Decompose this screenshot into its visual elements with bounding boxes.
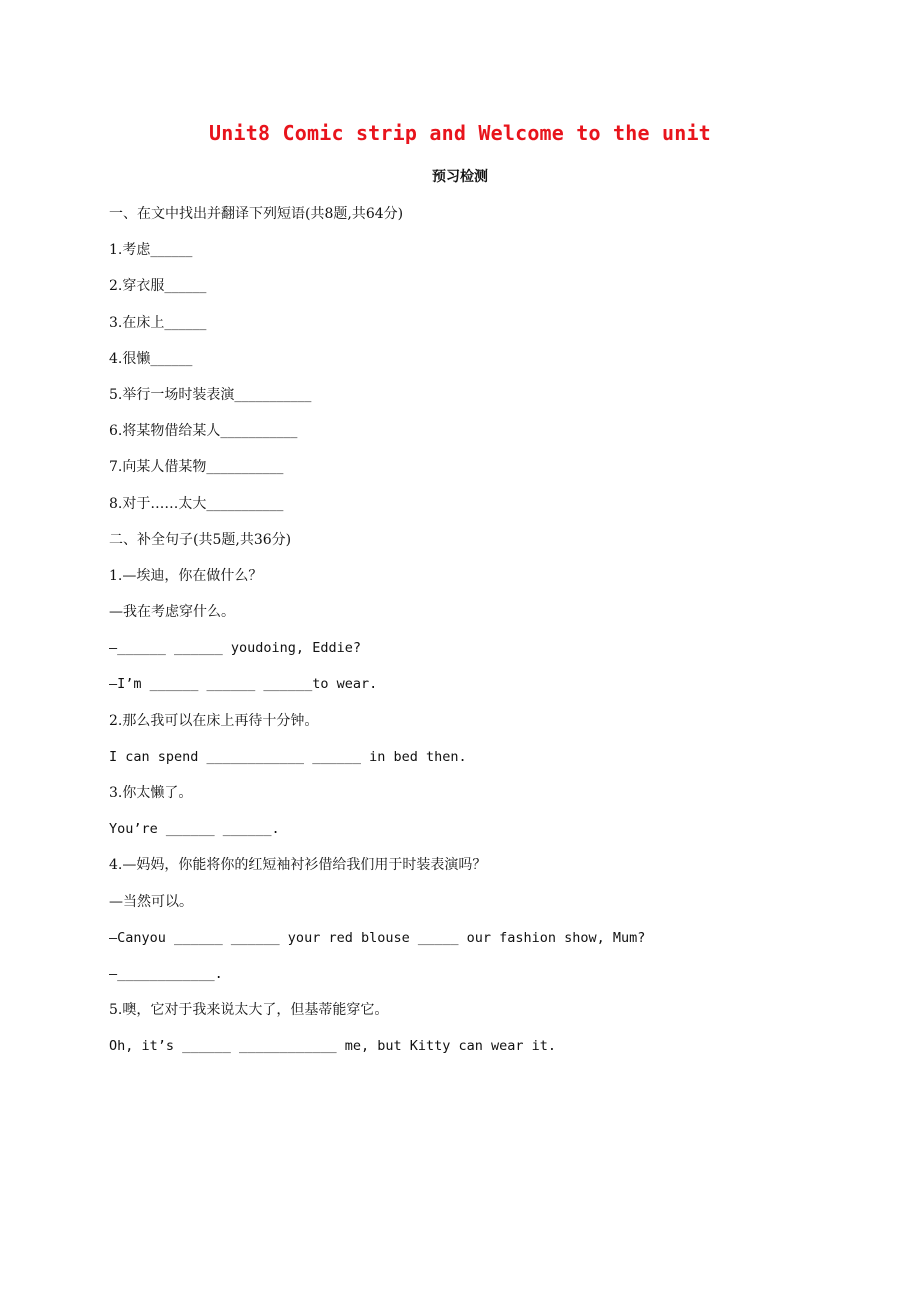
section-heading: 一、在文中找出并翻译下列短语(共8题,共64分) (109, 206, 404, 222)
sentence-line: 5.噢，它对于我来说太大了，但基蒂能穿它。 (109, 1002, 389, 1019)
sentence-line: You’re ______ ______. (109, 821, 280, 838)
sentence-line: 2.那么我可以在床上再待十分钟。 (109, 712, 319, 729)
phrase-item: 1.考虑______ (109, 242, 193, 259)
phrase-item: 2.穿衣服______ (109, 278, 207, 295)
phrase-item: 4.很懒______ (109, 350, 193, 367)
phrase-item: 3.在床上______ (109, 314, 207, 331)
worksheet-content (109, 202, 809, 1071)
sentence-line: I can spend ____________ ______ in bed then. (109, 748, 467, 765)
sentence-line: 1.—埃迪，你在做什么？ (109, 567, 263, 584)
phrase-item: 8.对于……太大___________ (109, 495, 284, 512)
document-subtitle: 预习检测 (432, 169, 488, 185)
sentence-line: —I’m ______ ______ ______to wear. (109, 676, 378, 693)
section-heading: 二、补全句子(共5题,共36分) (109, 531, 292, 548)
sentence-line: —当然可以。 (109, 893, 193, 910)
sentence-line: 3.你太懒了。 (109, 785, 193, 801)
sentence-line: —Canyou ______ ______ your red blouse _____ our fashion show, Mum? (109, 929, 646, 946)
sentence-line: 4.—妈妈，你能将你的红短袖衬衫借给我们用于时装表演吗？ (109, 857, 487, 874)
phrase-item: 6.将某物借给某人___________ (109, 423, 298, 440)
sentence-line: —____________. (109, 965, 223, 982)
sentence-line: —我在考虑穿什么。 (109, 604, 235, 621)
document-title: Unit8 Comic strip and Welcome to the unit (209, 121, 711, 145)
phrase-item: 5.举行一场时装表演___________ (109, 386, 312, 403)
sentence-line: Oh, it’s ______ ____________ me, but Kitty can wear it. (109, 1038, 557, 1055)
phrase-item: 7.向某人借某物___________ (109, 459, 284, 476)
sentence-line: —______ ______ youdoing, Eddie? (109, 640, 361, 657)
